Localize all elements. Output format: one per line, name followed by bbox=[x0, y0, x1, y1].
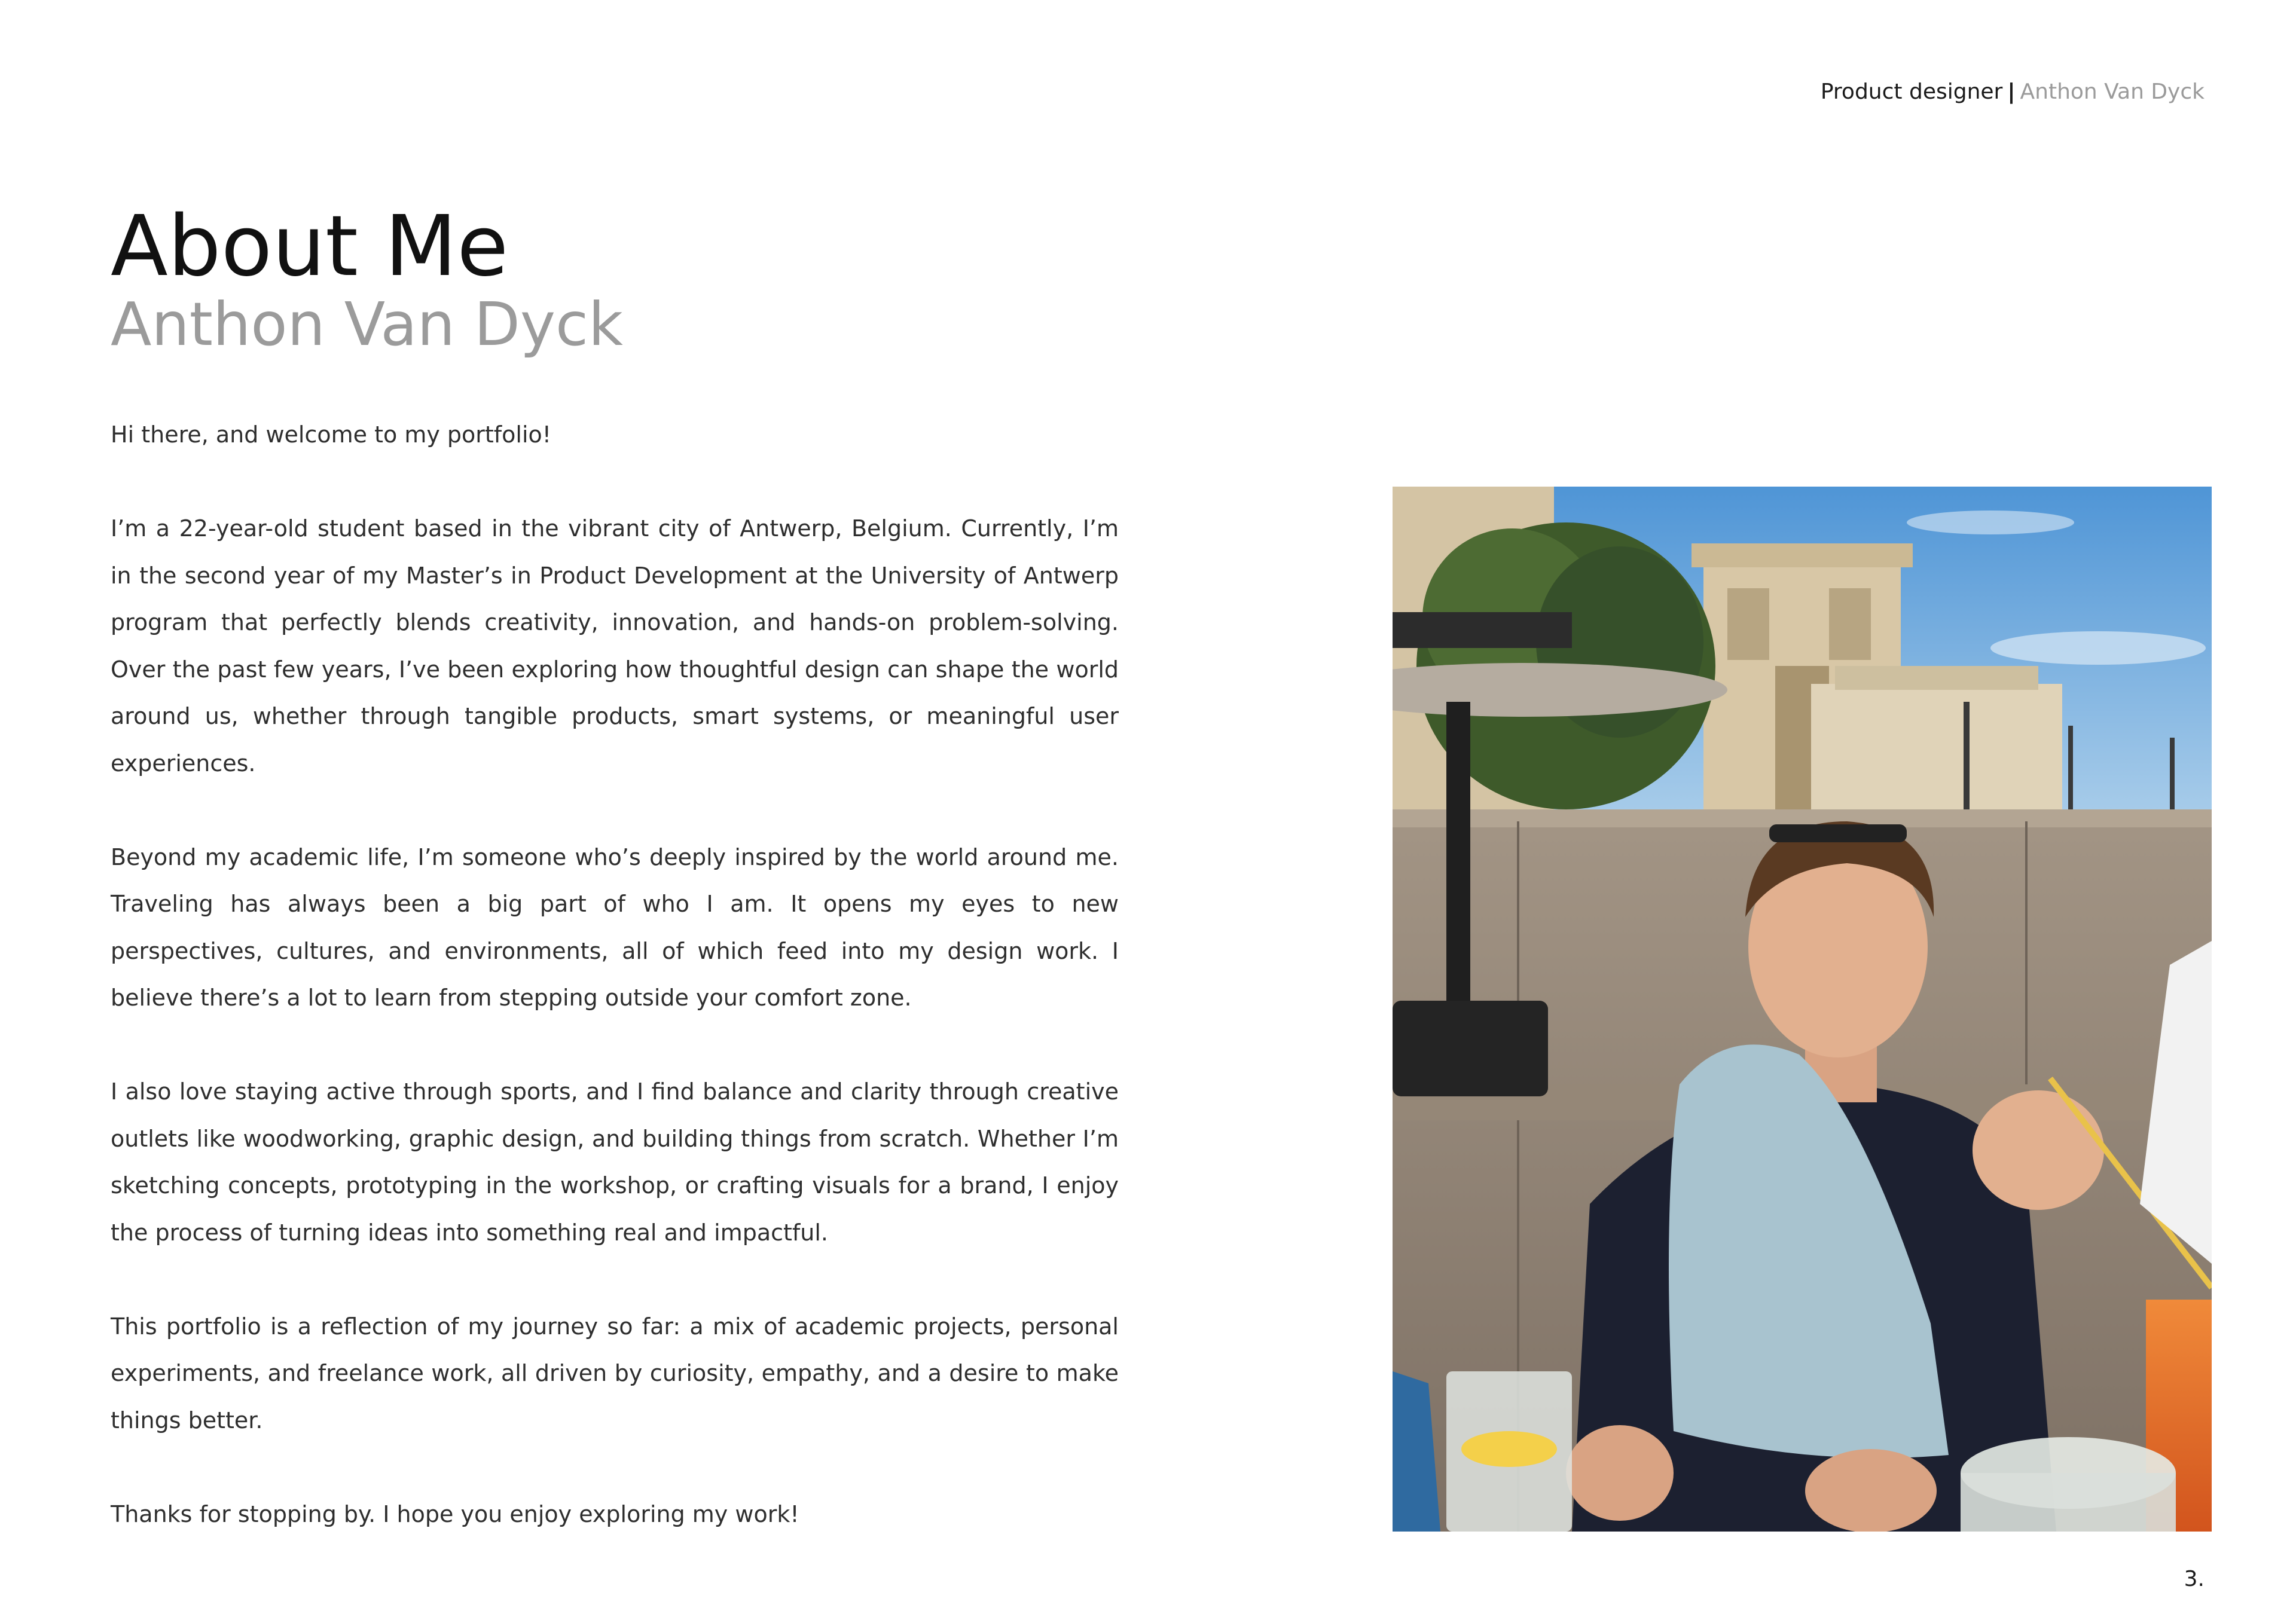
about-body bbox=[111, 411, 1119, 1538]
page-subtitle: Anthon Van Dyck bbox=[111, 289, 623, 359]
header-role: Product designer bbox=[1820, 80, 2003, 104]
page-number: 3. bbox=[2184, 1567, 2205, 1591]
paragraph-hobbies: I also love staying active through sports, and I find balance and clarity through creative outlets like woodworking, graphic design, and building things from scratch. Whether I’m sketching concepts, prototyping in the workshop, or crafting visuals for a brand, I enjoy the process of turning ideas into something real and impactful. bbox=[111, 1078, 1119, 1246]
header-author-name: Anthon Van Dyck bbox=[2020, 80, 2205, 104]
paragraph-greeting: Hi there, and welcome to my portfolio! bbox=[111, 421, 552, 448]
paragraph-travel: Beyond my academic life, I’m someone who’s deeply inspired by the world around me. Traveling has always been a big part of who I am. It opens my eyes to new perspectives, cultures, and environments, all of which feed into my design work. I believe there’s a lot to learn from stepping outside your comfort zone. bbox=[111, 843, 1119, 1011]
portrait-photo-illustration bbox=[1393, 487, 2212, 1532]
paragraph-thanks: Thanks for stopping by. I hope you enjoy exploring my work! bbox=[111, 1500, 799, 1527]
paragraph-intro: I’m a 22-year-old student based in the vibrant city of Antwerp, Belgium. Currently, I’m in the second year of my Master’s in Product Development at the University of Antwerp program that perfectly blends creativity, innovation, and hands-on problem-solving. Over the past few years, I’ve been exploring how thoughtful design can shape the world around us, whether through tangible products, smart systems, or meaningful user experiences. bbox=[111, 515, 1119, 777]
header-separator: | bbox=[2007, 80, 2016, 104]
portrait-photo bbox=[1393, 487, 2212, 1532]
header-credit bbox=[1821, 79, 2205, 105]
page-title: About Me bbox=[111, 198, 509, 295]
paragraph-portfolio: This portfolio is a reflection of my journey so far: a mix of academic projects, personal experiments, and freelance work, all driven by curiosity, empathy, and a desire to make things better. bbox=[111, 1313, 1119, 1434]
